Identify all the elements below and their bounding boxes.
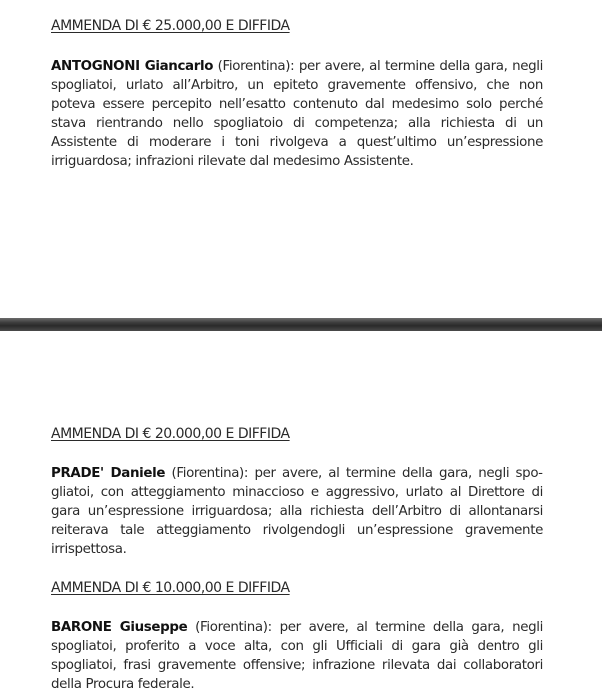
section-heading-fine-20000: AMMENDA DI € 20.000,00 E DIFFIDA xyxy=(51,426,290,442)
page-separator xyxy=(0,318,605,331)
sanction-entry-prade xyxy=(51,464,543,559)
section-heading-fine-25000: AMMENDA DI € 25.000,00 E DIFFIDA xyxy=(51,18,290,34)
person-name: BARONE Giuseppe xyxy=(51,620,188,635)
sanction-text: (Fiorentina): per avere, al termine della gara, negli spogliatoi, urlato all’Arbitro, un epiteto gravemente offensivo, che non poteva essere percepito nell’esatto contenuto dal medesimo solo perché stava rientrando nello spogliatoio di competenza; alla richiesta di un Assistente di moderare i toni rivolgeva a quest’ultimo un’espressione irriguardosa; infrazioni rilevate dal medesimo Assistente. xyxy=(51,59,543,169)
sanction-text: (Fiorentina): per avere, al termine della gara, negli spogliatoi, con atteggiamento minaccioso e aggressivo, urlato al Direttore di gara un’espressione irriguardosa; alla richiesta dell’Arbitro di allontanarsi reiterava tale atteggiamento rivolgendogli un’espressione gravemente irrispettosa. xyxy=(51,466,544,557)
person-name: ANTOGNONI Giancarlo xyxy=(51,59,214,74)
document-page-top xyxy=(0,0,605,318)
sanction-text: (Fiorentina): per avere, al termine della gara, negli spogliatoi, proferito a voce alta, con gli Ufficiali di gara già dentro gli spogliatoi, frasi gravemente offensive; infrazione rilevata dai collaboratori della Procura federale. xyxy=(51,620,543,692)
sanction-entry-barone xyxy=(51,618,543,694)
section-heading-fine-10000: AMMENDA DI € 10.000,00 E DIFFIDA xyxy=(51,580,290,596)
person-name: PRADE' Daniele xyxy=(51,466,166,481)
sanction-entry-antognoni xyxy=(51,57,543,171)
